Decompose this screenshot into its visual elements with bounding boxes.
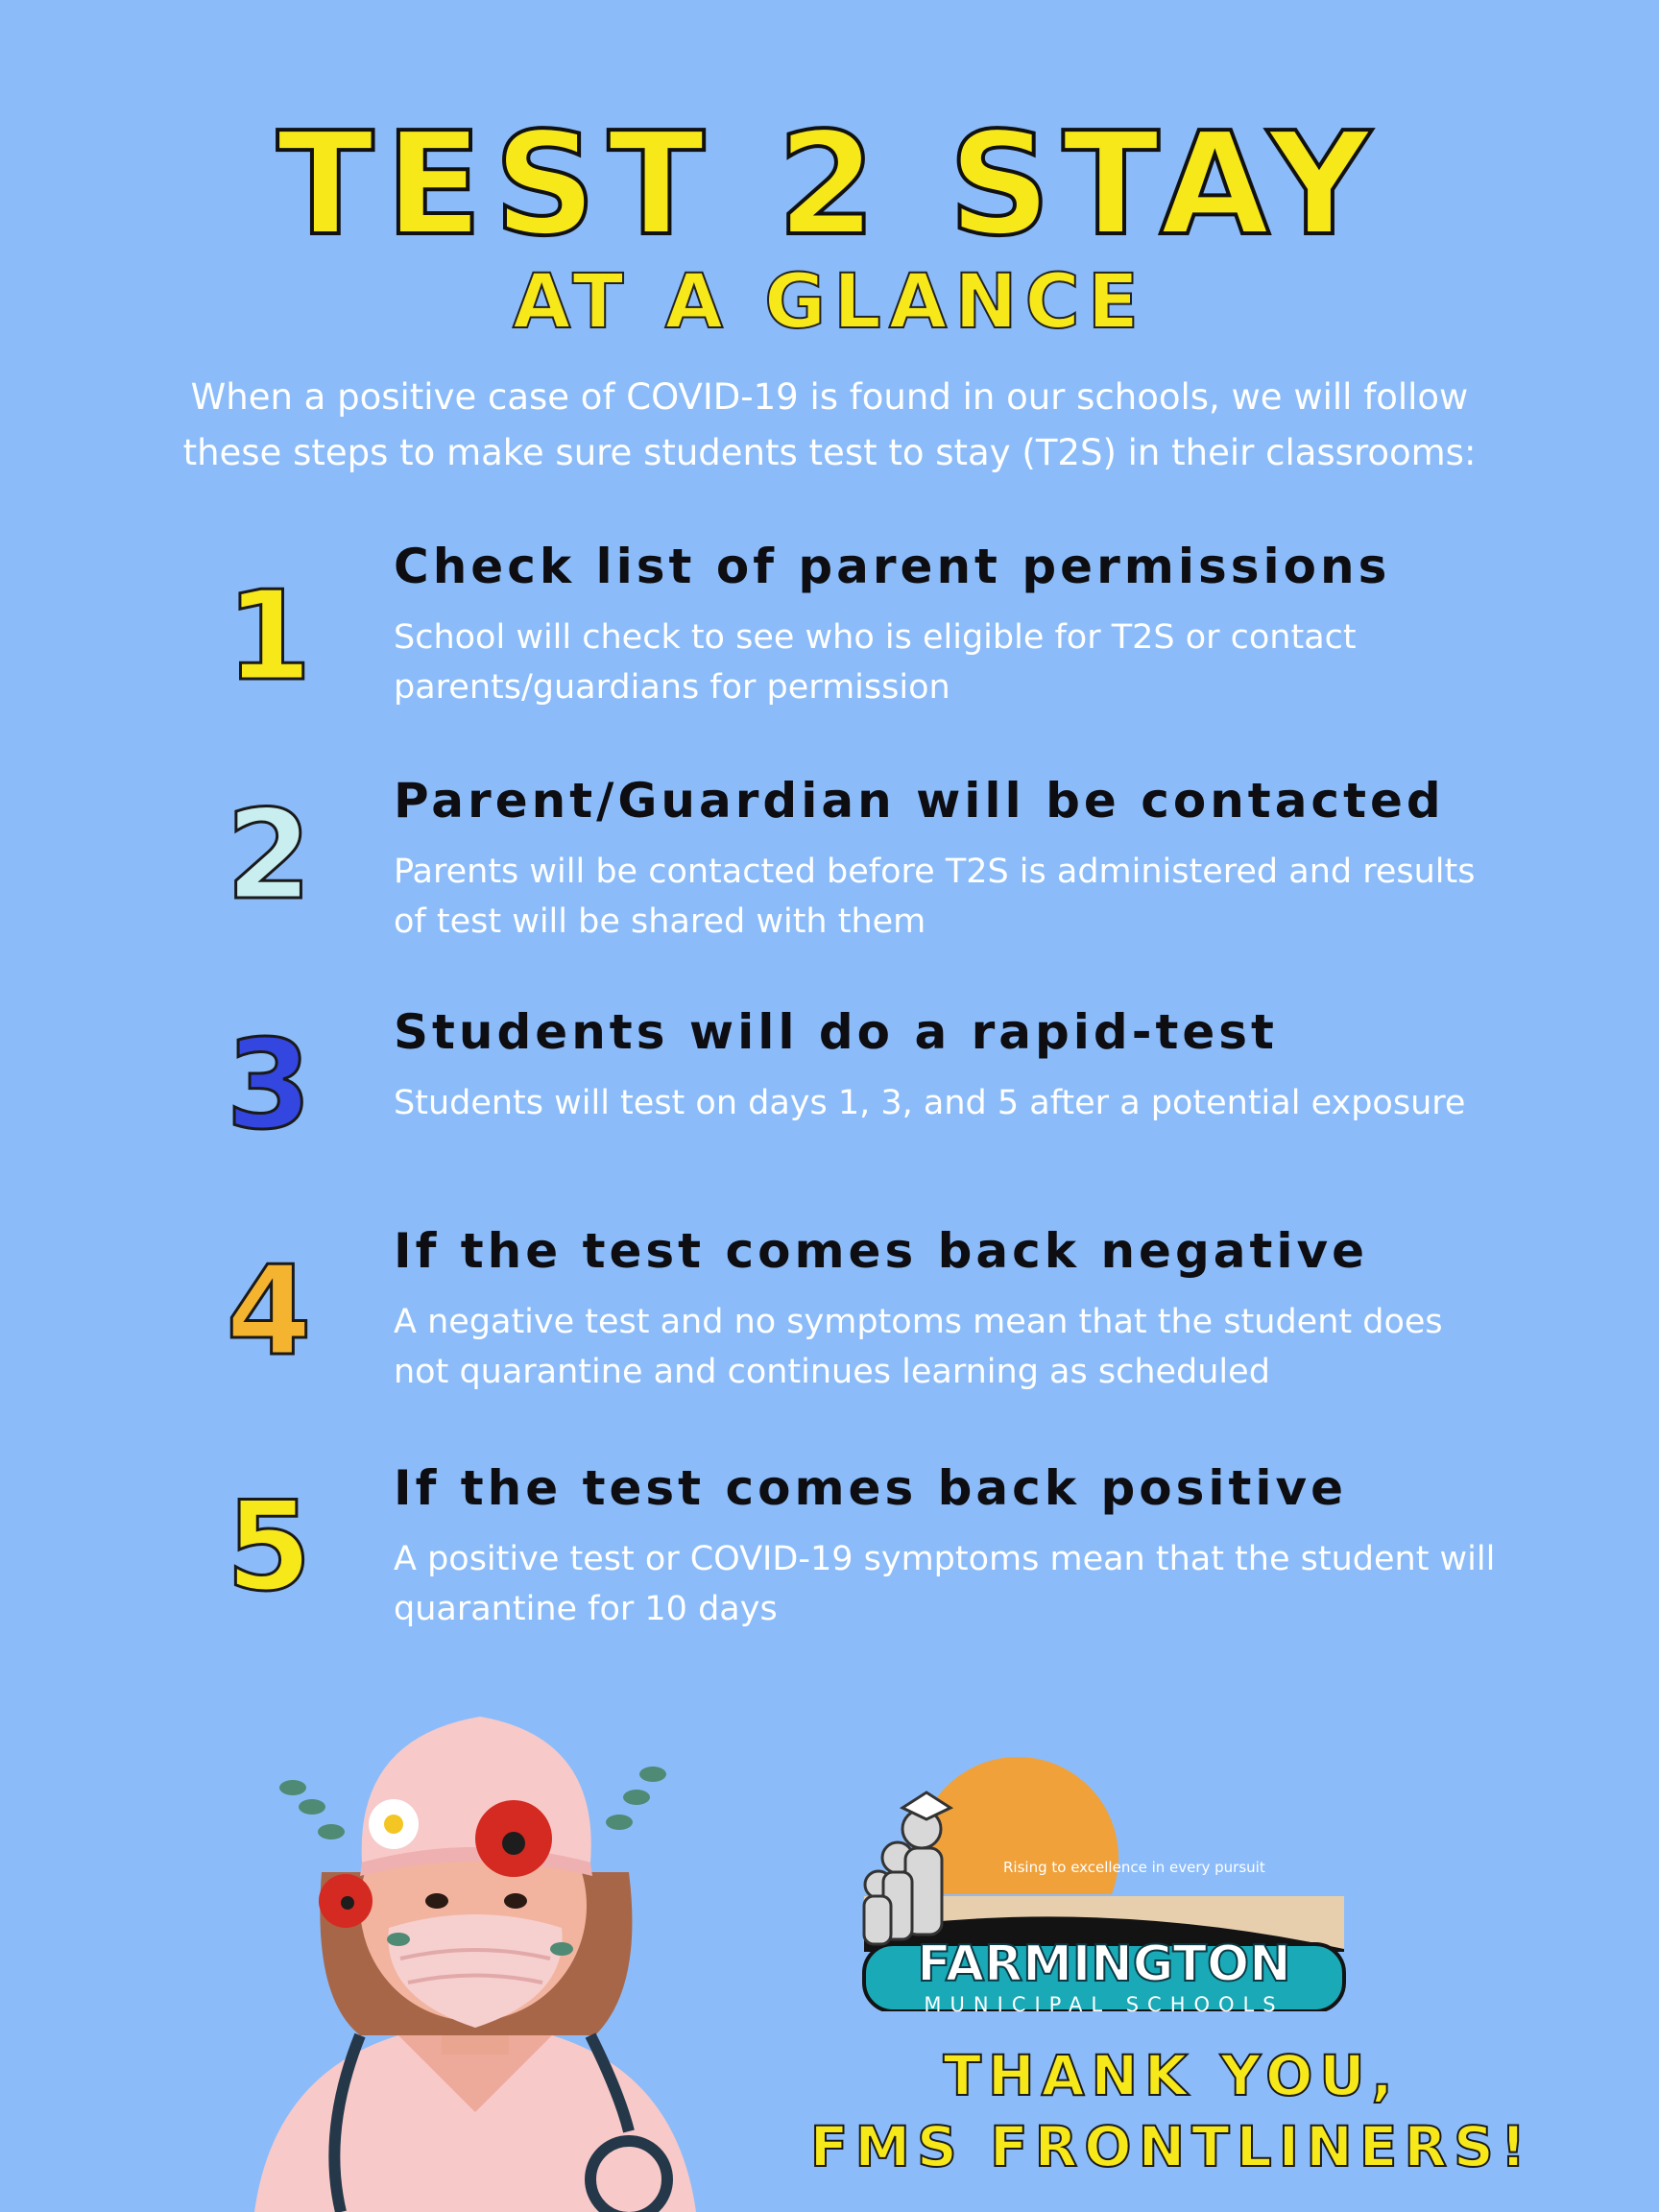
step-description: Students will test on days 1, 3, and 5 after a potential exposure	[394, 1084, 1466, 1122]
nurse-with-flowers-illustration	[216, 1671, 734, 2212]
step-number: 3	[226, 1014, 312, 1157]
step-title: Parent/Guardian will be contacted	[394, 773, 1445, 829]
step-3	[0, 1003, 1659, 1195]
step-description: A positive test or COVID-19 symptoms mean that the student will quarantine for 10 days	[394, 1540, 1496, 1628]
step-description: School will check to see who is eligible for T2S or contact parents/guardians for permission	[394, 618, 1357, 707]
step-title: If the test comes back negative	[394, 1223, 1369, 1279]
step-number: 4	[226, 1240, 312, 1383]
step-number: 1	[226, 565, 312, 709]
thank-you-message	[691, 2040, 1651, 2182]
page-subtitle: AT A GLANCE	[512, 259, 1147, 346]
thank-you-line-1: THANK YOU,	[943, 2043, 1400, 2108]
step-5	[0, 1459, 1659, 1651]
logo-subname: MUNICIPAL SCHOOLS	[924, 1993, 1285, 2016]
step-2	[0, 772, 1659, 964]
intro-text: When a positive case of COVID-19 is found in our schools, we will follow these steps to make sure students test to stay (T2S) in their classrooms:	[182, 376, 1477, 473]
step-number: 2	[226, 784, 312, 927]
step-number: 5	[226, 1476, 312, 1619]
step-4	[0, 1222, 1659, 1414]
step-title: Check list of parent permissions	[394, 539, 1391, 594]
step-1	[0, 538, 1659, 730]
logo-tagline: Rising to excellence in every pursuit	[1003, 1859, 1265, 1876]
step-description: Parents will be contacted before T2S is administered and results of test will be shared with them	[394, 853, 1476, 941]
step-title: If the test comes back positive	[394, 1460, 1348, 1516]
thank-you-line-2: FMS FRONTLINERS!	[809, 2114, 1533, 2179]
page-title: TEST 2 STAY	[276, 102, 1382, 267]
step-description: A negative test and no symptoms mean that the student does not quarantine and continues learning as scheduled	[394, 1303, 1443, 1391]
step-title: Students will do a rapid-test	[394, 1004, 1278, 1060]
logo-name: FARMINGTON	[917, 1936, 1291, 1993]
